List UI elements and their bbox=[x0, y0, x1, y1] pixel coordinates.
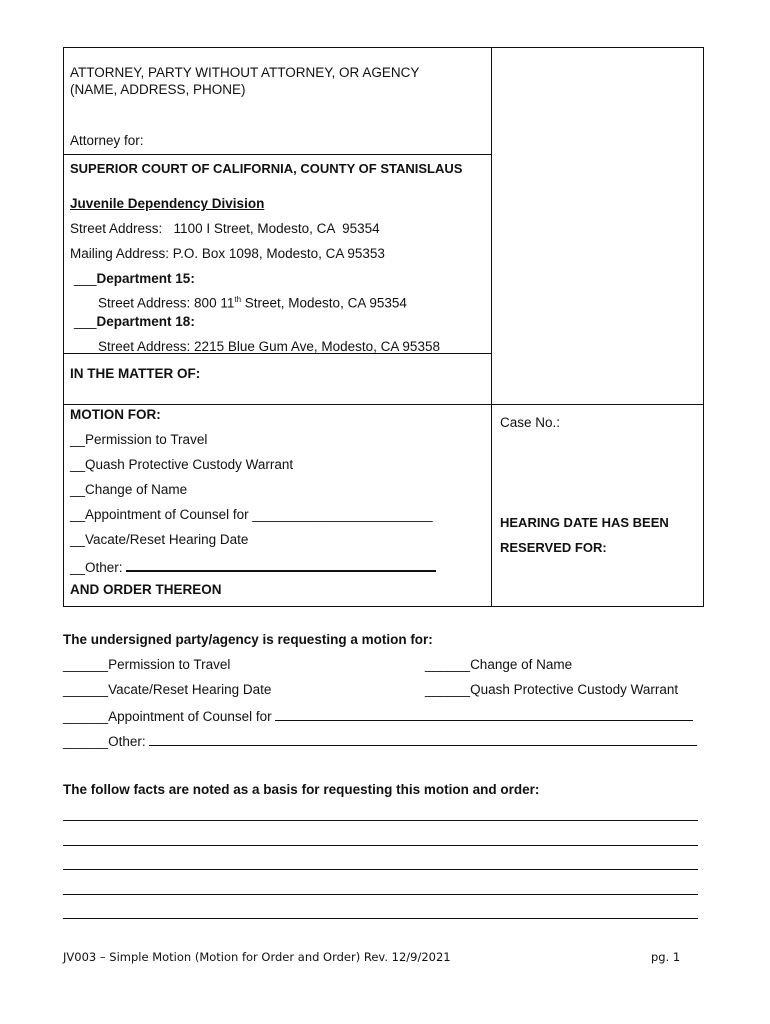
hearing-date-label-line1: HEARING DATE HAS BEEN bbox=[500, 515, 669, 530]
motion-option-quash[interactable]: __Quash Protective Custody Warrant bbox=[70, 457, 294, 472]
request-heading: The undersigned party/agency is requesting a motion for: bbox=[63, 632, 433, 647]
and-order-thereon: AND ORDER THEREON bbox=[70, 582, 222, 597]
department-15-address: Street Address: 800 11th Street, Modesto, CA 95354 bbox=[98, 295, 407, 311]
caption-divider-vertical bbox=[491, 47, 492, 607]
request-option-vacate[interactable]: ______Vacate/Reset Hearing Date bbox=[63, 682, 272, 697]
case-number-label: Case No.: bbox=[500, 415, 561, 430]
request-counsel-field[interactable] bbox=[275, 707, 693, 721]
matter-label: IN THE MATTER OF: bbox=[70, 366, 201, 381]
division-name: Juvenile Dependency Division bbox=[70, 196, 265, 211]
facts-line-5[interactable] bbox=[63, 918, 698, 919]
facts-line-2[interactable] bbox=[63, 845, 698, 846]
court-street-address: Street Address: 1100 I Street, Modesto, CA 95354 bbox=[70, 221, 380, 236]
attorney-for-label: Attorney for: bbox=[70, 133, 144, 148]
department-18-label: Department 18: bbox=[96, 314, 195, 329]
motion-option-other[interactable]: __Other: bbox=[70, 557, 436, 576]
caption-divider-matter bbox=[63, 404, 704, 405]
request-other-field[interactable] bbox=[149, 732, 697, 746]
form-footer: JV003 – Simple Motion (Motion for Order and Order) Rev. 12/9/2021 bbox=[63, 950, 451, 964]
motion-option-vacate[interactable]: __Vacate/Reset Hearing Date bbox=[70, 532, 249, 547]
motion-other-field[interactable] bbox=[126, 557, 436, 572]
motion-title: MOTION FOR: bbox=[70, 407, 161, 422]
court-name: SUPERIOR COURT OF CALIFORNIA, COUNTY OF STANISLAUS bbox=[70, 161, 463, 176]
request-option-other[interactable]: ______Other: bbox=[63, 732, 697, 750]
hearing-date-label-line2: RESERVED FOR: bbox=[500, 540, 607, 555]
counsel-blank[interactable]: ________________________ bbox=[252, 507, 433, 522]
department-15-label: Department 15: bbox=[96, 271, 195, 286]
motion-option-travel[interactable]: __Permission to Travel bbox=[70, 432, 208, 447]
page-number: pg. 1 bbox=[651, 950, 681, 964]
request-option-counsel[interactable]: ______Appointment of Counsel for bbox=[63, 707, 693, 725]
motion-option-counsel[interactable]: __Appointment of Counsel for ________________________ bbox=[70, 507, 433, 522]
caption-divider-attorney bbox=[63, 154, 491, 155]
department-15-checkbox[interactable]: ___ bbox=[74, 271, 97, 286]
facts-line-4[interactable] bbox=[63, 894, 698, 895]
department-18-address: Street Address: 2215 Blue Gum Ave, Modesto, CA 95358 bbox=[98, 339, 440, 354]
request-option-change-name[interactable]: ______Change of Name bbox=[425, 657, 573, 672]
department-15-row bbox=[74, 271, 195, 287]
motion-option-name-change[interactable]: __Change of Name bbox=[70, 482, 188, 497]
court-mailing-address: Mailing Address: P.O. Box 1098, Modesto, CA 95353 bbox=[70, 246, 385, 261]
request-option-quash[interactable]: ______Quash Protective Custody Warrant bbox=[425, 682, 679, 697]
facts-line-3[interactable] bbox=[63, 869, 698, 870]
department-18-row bbox=[74, 314, 195, 330]
request-option-travel[interactable]: ______Permission to Travel bbox=[63, 657, 231, 672]
facts-line-1[interactable] bbox=[63, 820, 698, 821]
attorney-label-line2: (NAME, ADDRESS, PHONE) bbox=[70, 82, 246, 97]
attorney-label-line1: ATTORNEY, PARTY WITHOUT ATTORNEY, OR AGENCY bbox=[70, 65, 420, 80]
department-18-checkbox[interactable]: ___ bbox=[74, 314, 97, 329]
facts-heading: The follow facts are noted as a basis for requesting this motion and order: bbox=[63, 782, 540, 797]
